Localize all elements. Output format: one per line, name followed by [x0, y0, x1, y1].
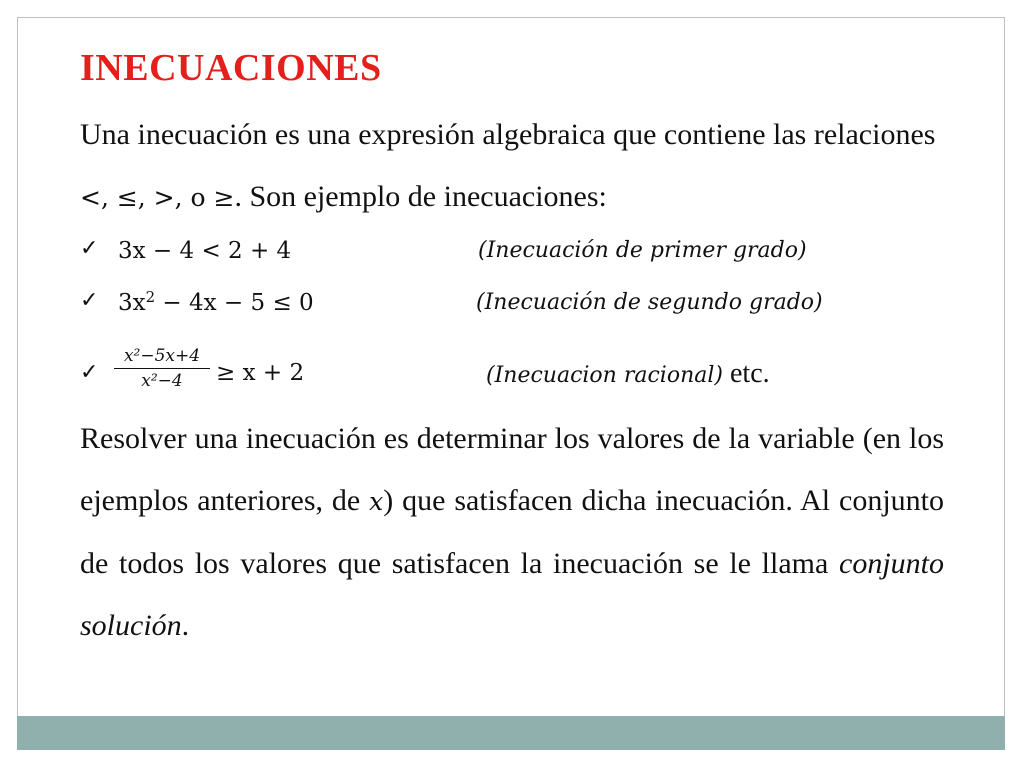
paragraph2-text-c: . [181, 609, 190, 642]
example-3-description: (Inecuacion racional) [486, 363, 723, 388]
fraction-denominator: x²−4 [141, 371, 183, 391]
paragraph2-text-a: Resolver una inecuación es determinar los valores de la variable (en los ejemplos anteriores, de [80, 422, 944, 517]
bottom-accent-bar [17, 716, 1005, 750]
solution-set-term: conjunto solución [80, 547, 944, 642]
example-2-expression-a: 3x [118, 290, 146, 316]
intro-text-b: . Son ejemplo de inecuaciones: [234, 180, 607, 213]
checkmark-icon: ✓ [80, 288, 99, 313]
example-3-fraction [114, 346, 210, 391]
paragraph2-text-b: ) que satisfacen dicha inecuación. Al conjunto de todos los valores que satisfacen la inecuación se le llama [80, 484, 944, 580]
relations-symbols: <, ≤, >, o ≥ [80, 183, 235, 212]
variable-x: x [369, 487, 384, 516]
fraction-numerator: x²−5x+4 [114, 346, 210, 369]
example-2-description: (Inecuación de segundo grado) [476, 290, 823, 315]
example-3-rhs: ≥ x + 2 [216, 360, 305, 386]
example-2-exponent: 2 [145, 287, 156, 306]
example-3-description-wrap [486, 358, 770, 390]
example-1-description: (Inecuación de primer grado) [478, 238, 807, 263]
checkmark-icon: ✓ [80, 236, 99, 261]
solution-paragraph [80, 408, 944, 657]
checkmark-icon: ✓ [80, 360, 99, 385]
page-title: INECUACIONES [80, 47, 382, 89]
example-1-expression: 3x − 4 < 2 + 4 [118, 238, 292, 264]
example-3-suffix: etc. [722, 358, 770, 389]
intro-text-a: Una inecuación es una expresión algebraica que contiene las relaciones [80, 118, 936, 151]
intro-paragraph [80, 104, 944, 229]
example-2-expression [118, 287, 314, 316]
example-2-expression-b: − 4x − 5 ≤ 0 [155, 290, 314, 316]
